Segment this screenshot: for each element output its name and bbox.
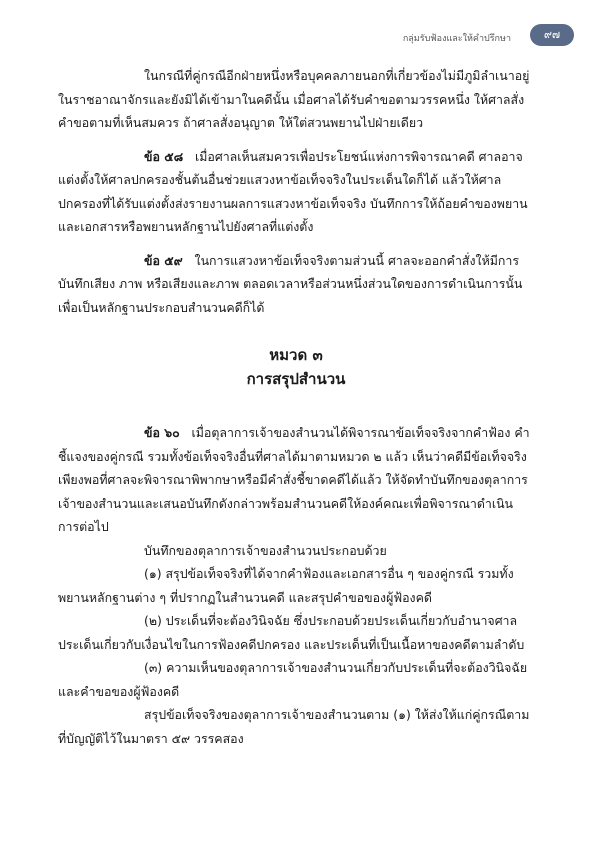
article-60 [58, 421, 534, 539]
list-item-2: (๒) ประเด็นที่จะต้องวินิจฉัย ซึ่งประกอบด้วยประเด็นเกี่ยวกับอำนาจศาล ประเด็นเกี่ยวกับเงื่อนไขในการฟ้องคดีปกครอง และประเด็นที่เป็นเนื้อหาของคดีตามลำดับ [58, 613, 525, 652]
article-59 [58, 249, 534, 320]
page-number-badge: ๙๗ [530, 24, 574, 46]
chapter-title: การสรุปสำนวน [246, 370, 346, 388]
article-59-number: ข้อ ๕๙ [144, 252, 183, 268]
record-intro: บันทึกของตุลาการเจ้าของสำนวนประกอบด้วย [144, 542, 387, 558]
article-58 [58, 145, 534, 239]
article-60-number: ข้อ ๖๐ [144, 425, 180, 440]
article-59-text: ในการแสวงหาข้อเท็จจริงตามส่วนนี้ ศาลจะออกคำสั่งให้มีการบันทึกเสียง ภาพ หรือเสียงและภาพ ตลอดเวลาหรือส่วนหนึ่งส่วนใดของการดำเนินการนั้นเพื่อเป็นหลักฐานประกอบสำนวนคดีก็ได้ [58, 252, 523, 315]
article-58-text: เมื่อศาลเห็นสมควรเพื่อประโยชน์แห่งการพิจารณาคดี ศาลอาจแต่งตั้งให้ศาลปกครองชั้นต้นอื่นช่วยแสวงหาข้อเท็จจริงในประเด็นใดก็ได้ แล้วให้ศาลปกครองที่ได้รับแต่งตั้งส่งรายงานผลการแสวงหาข้อเท็จจริง บันทึกการให้ถ้อยคำของพยาน และเอกสารหรือพยานหลักฐานไปยังศาลที่แต่งตั้ง [58, 148, 528, 234]
closing-paragraph: สรุปข้อเท็จจริงของตุลาการเจ้าของสำนวนตาม (๑) ให้ส่งให้แก่คู่กรณีตามที่บัญญัติไว้ในมาตรา ๕๙ วรรคสอง [58, 707, 530, 746]
document-body [58, 64, 534, 750]
list-item-3: (๓) ความเห็นของตุลาการเจ้าของสำนวนเกี่ยวกับประเด็นที่จะต้องวินิจฉัยและคำขอของผู้ฟ้องคดี [58, 660, 528, 699]
running-header: กลุ่มรับฟ้องและให้คำปรึกษา [402, 34, 511, 44]
list-item-1: (๑) สรุปข้อเท็จจริงที่ได้จากคำฟ้องและเอกสารอื่น ๆ ของคู่กรณี รวมทั้งพยานหลักฐานต่าง ๆ ที่ปรากฏในสำนวนคดี และสรุปคำขอของผู้ฟ้องคดี [58, 566, 514, 605]
chapter-number: หมวด ๓ [269, 346, 323, 364]
chapter-heading [58, 343, 534, 391]
article-60-text: เมื่อตุลาการเจ้าของสำนวนได้พิจารณาข้อเท็จจริงจากคำฟ้อง คำชี้แจงของคู่กรณี รวมทั้งข้อเท็จจริงอื่นที่ศาลได้มาตามหมวด ๒ แล้ว เห็นว่าคดีมีข้อเท็จจริงเพียงพอที่ศาลจะพิจารณาพิพากษาหรือมีคำสั่งชี้ขาดคดีได้แล้ว ให้จัดทำบันทึกของตุลาการเจ้าของสำนวนและเสนอบันทึกดังกล่าวพร้อมสำนวนคดีให้องค์คณะเพื่อพิจารณาดำเนินการต่อไป [58, 425, 530, 534]
paragraph-continuation: ในกรณีที่คู่กรณีอีกฝ่ายหนึ่งหรือบุคคลภายนอกที่เกี่ยวข้องไม่มีภูมิลำเนาอยู่ในราชอาณาจักรและยังมิได้เข้ามาในคดีนั้น เมื่อศาลได้รับคำขอตามวรรคหนึ่ง ให้ศาลสั่งคำขอตามที่เห็นสมควร ถ้าศาลสั่งอนุญาต ให้ใต่สวนพยานไปฝ่ายเดียว [58, 68, 530, 130]
article-58-number: ข้อ ๕๘ [144, 148, 184, 164]
